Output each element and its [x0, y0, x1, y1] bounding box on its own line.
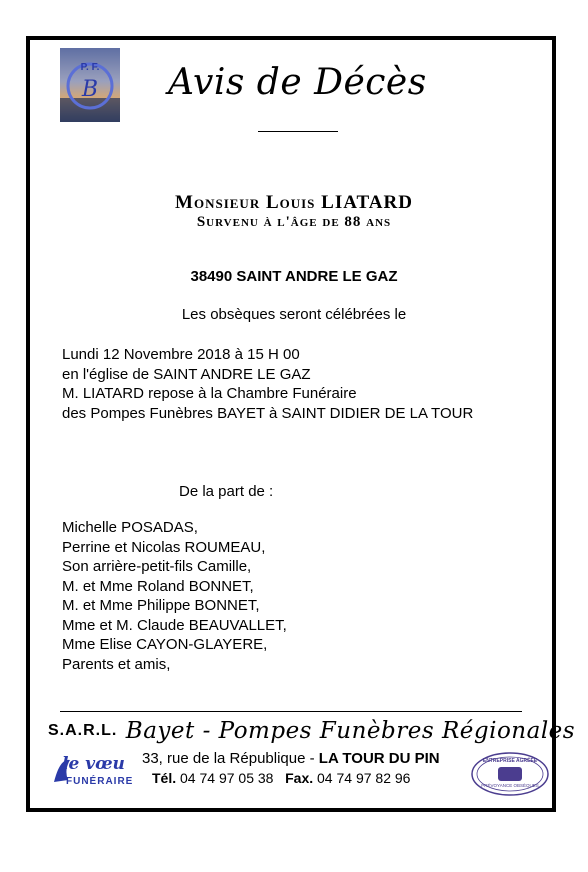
deceased-age: Survenu à l'âge de 88 ans: [196, 214, 392, 230]
family-intro: De la part de :: [179, 483, 274, 500]
entreprise-agreee-seal: [469, 750, 551, 798]
family-member: Perrine et Nicolas ROUMEAU,: [62, 538, 266, 556]
ceremony-details: [62, 345, 473, 423]
deceased-town: 38490 SAINT ANDRE LE GAZ: [190, 268, 398, 285]
notice-border: [26, 36, 556, 812]
company-title: Bayet - Pompes Funèbres Régionales: [125, 718, 576, 744]
ceremony-line: en l'église de SAINT ANDRE LE GAZ: [62, 365, 311, 383]
ceremony-line: Lundi 12 Novembre 2018 à 15 H 00: [62, 346, 300, 363]
family-member: Son arrière-petit-fils Camille,: [62, 558, 252, 575]
seal-bottom-text: PRÉVOYANCE OBSÈQUES: [481, 783, 539, 788]
tel-number: 04 74 97 05 38: [180, 770, 274, 786]
address-city: LA TOUR DU PIN: [318, 750, 440, 767]
ceremony-intro: Les obsèques seront célébrées le: [181, 306, 407, 323]
le-voeu-funeraire-logo: [50, 752, 132, 792]
family-member: Mme et M. Claude BEAUVALLET,: [62, 616, 287, 634]
family-member: M. et Mme Roland BONNET,: [62, 577, 254, 595]
logo-letters: P. F.: [80, 62, 100, 73]
family-list: [62, 518, 287, 674]
family-member: Mme Elise CAYON-GLAYERE,: [62, 636, 268, 653]
badge-left-bottom: FUNÉRAIRE: [66, 776, 134, 787]
company-address: [142, 750, 440, 767]
company-legal-form: S.A.R.L.: [48, 722, 118, 739]
address-street: 33, rue de la République -: [142, 750, 319, 767]
company-name: [48, 718, 575, 744]
fax-number: 04 74 97 82 96: [317, 770, 411, 786]
funeral-home-logo: [60, 48, 120, 122]
title-divider: [258, 131, 338, 132]
ceremony-line: des Pompes Funèbres BAYET à SAINT DIDIER DE LA TOUR: [62, 404, 474, 422]
notice-title: Avis de Décès: [168, 62, 427, 103]
ceremony-line: M. LIATARD repose à la Chambre Funéraire: [62, 385, 357, 402]
deceased-name: Monsieur Louis LIATARD: [175, 192, 413, 213]
badge-left-top: le vœu: [62, 754, 125, 774]
seal-top-text: ENTREPRISE AGRÉÉE: [482, 758, 538, 764]
family-member: M. et Mme Philippe BONNET,: [62, 597, 260, 614]
company-contact: [152, 770, 410, 786]
logo-monogram: B: [81, 77, 99, 102]
family-member: Michelle POSADAS,: [62, 519, 198, 536]
family-member: Parents et amis,: [62, 655, 171, 673]
tel-label: Tél.: [152, 770, 177, 786]
fax-label: Fax.: [285, 770, 314, 786]
footer-divider: [60, 711, 522, 712]
